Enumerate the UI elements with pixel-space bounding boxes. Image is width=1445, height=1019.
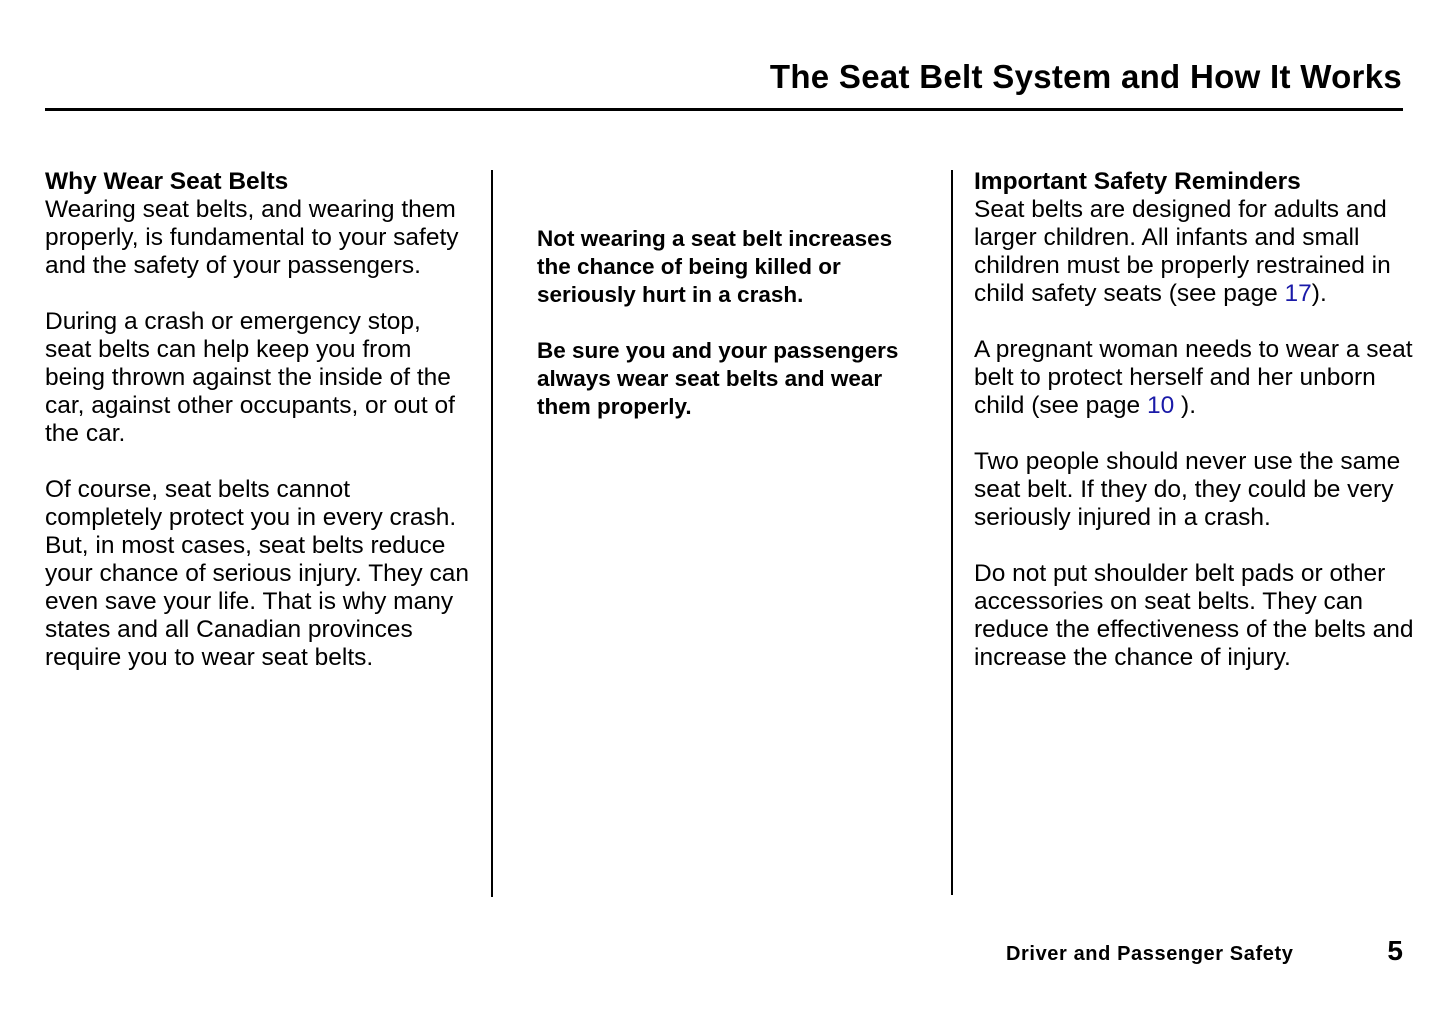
header-rule — [45, 108, 1403, 111]
warning-text: Be sure you and your passengers always wear seat belts and wear them properly. — [537, 338, 899, 419]
column-divider-left — [491, 170, 493, 897]
column-divider-right — [951, 170, 953, 895]
right-paragraph: Do not put shoulder belt pads or other accessories on seat belts. They can reduce the effectiveness of the belts and increase the chance of injury. — [974, 560, 1414, 671]
warning-column — [537, 225, 927, 449]
right-paragraph: Seat belts are designed for adults and larger children. All infants and small children must be properly restrained in child safety seats (see page 17). — [974, 196, 1391, 307]
page-number: 5 — [1387, 935, 1403, 966]
page-title: The Seat Belt System and How It Works — [769, 58, 1402, 95]
left-column — [45, 168, 470, 700]
right-column — [974, 168, 1414, 700]
right-paragraph: A pregnant woman needs to wear a seat belt to protect herself and her unborn child (see page 10 ). — [974, 336, 1413, 419]
safety-reminders-heading: Important Safety Reminders — [974, 168, 1301, 195]
left-paragraph: Of course, seat belts cannot completely protect you in every crash. But, in most cases, seat belts reduce your chance of serious injury. They can even save your life. That is why many states and all Canadian provinces require you to wear seat belts. — [45, 476, 469, 671]
left-paragraph: During a crash or emergency stop, seat belts can help keep you from being thrown against the inside of the car, against other occupants, or out of the car. — [45, 308, 455, 447]
section-footer: Driver and Passenger Safety — [1006, 943, 1294, 965]
left-paragraph: Wearing seat belts, and wearing them properly, is fundamental to your safety and the safety of your passengers. — [45, 196, 459, 279]
right-paragraph: Two people should never use the same seat belt. If they do, they could be very seriously injured in a crash. — [974, 448, 1401, 531]
page-10-link[interactable]: 10 — [1146, 392, 1175, 419]
warning-text: Not wearing a seat belt increases the chance of being killed or seriously hurt in a crash. — [537, 226, 893, 307]
page-17-link[interactable]: 17 — [1284, 280, 1312, 307]
why-wear-heading: Why Wear Seat Belts — [45, 168, 289, 195]
